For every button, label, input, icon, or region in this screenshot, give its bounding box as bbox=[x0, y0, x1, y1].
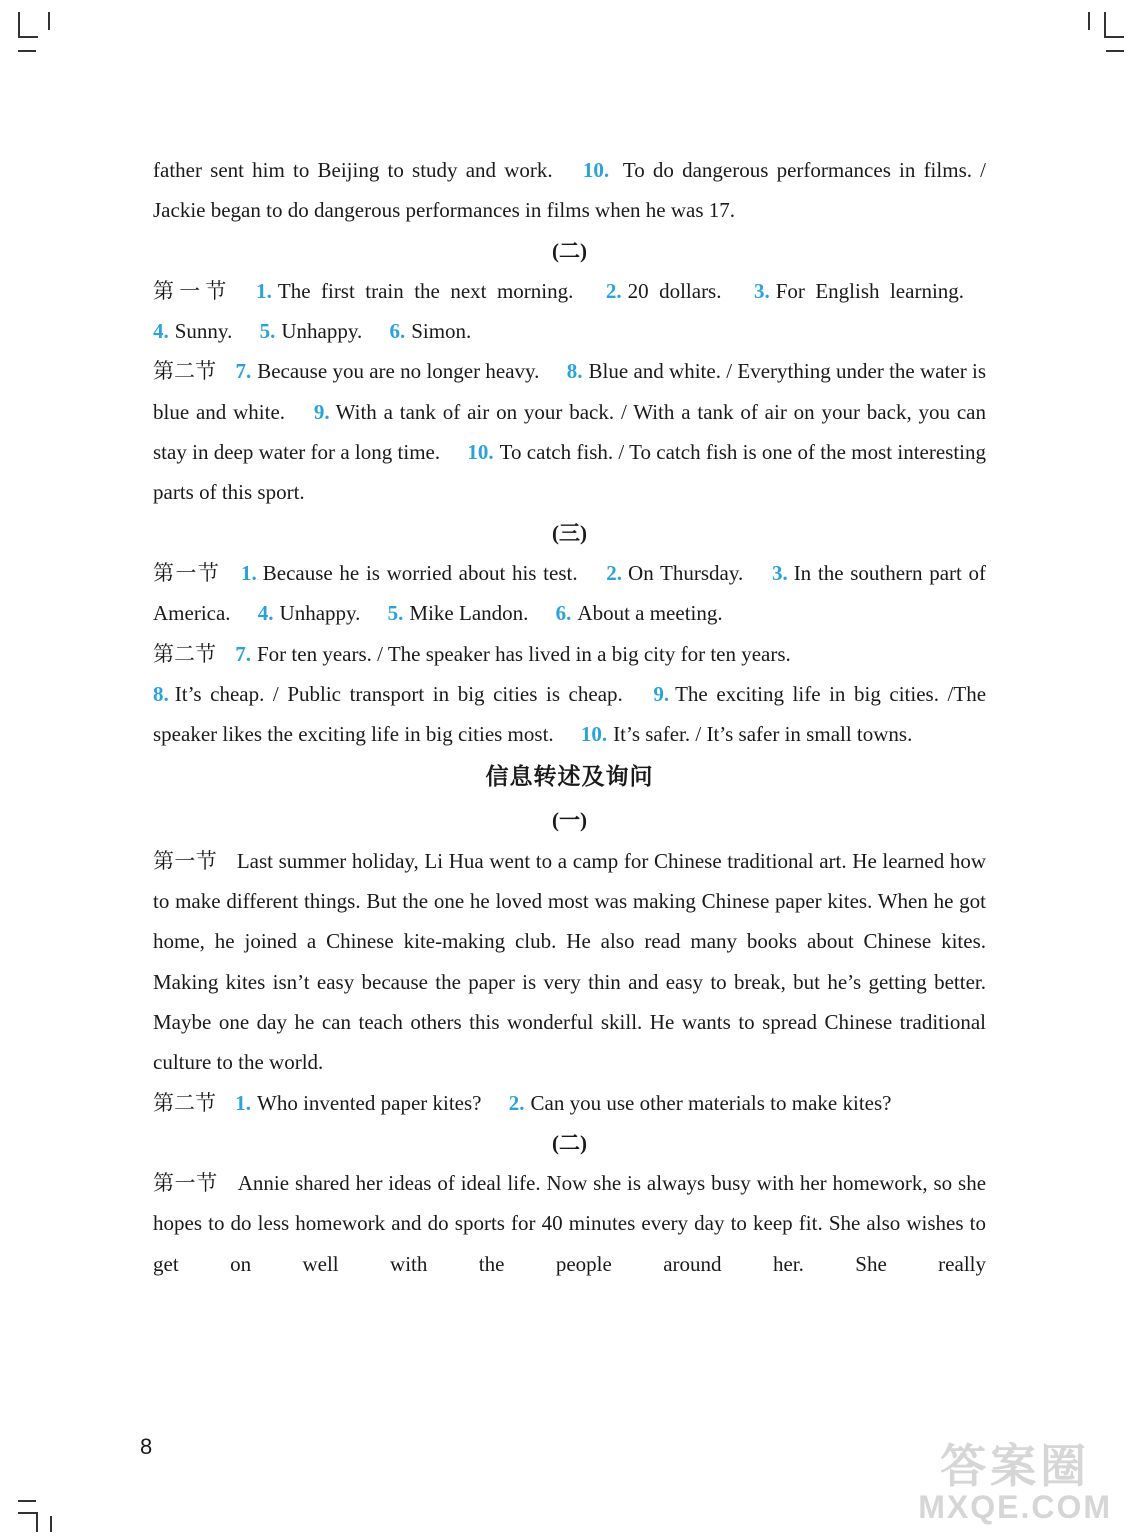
answer-number: 10. bbox=[580, 722, 608, 747]
answer-number: 4. bbox=[153, 319, 169, 344]
answer-number: 2. bbox=[606, 560, 623, 585]
part-label: 第二节 bbox=[153, 359, 217, 384]
answer-text: father sent him to Beijing to study and work. bbox=[153, 158, 553, 182]
part-label: 第一节 bbox=[153, 848, 218, 873]
answer-number: 6. bbox=[555, 601, 572, 626]
answer-number: 2. bbox=[508, 1090, 525, 1115]
answer-text: Simon. bbox=[411, 319, 472, 344]
paragraph bbox=[153, 271, 986, 352]
watermark-logo-text: 答案圈 bbox=[940, 1440, 1091, 1492]
answer-text: To catch fish. / To catch fish is one of the most interesting parts of this sport. bbox=[153, 440, 987, 505]
section-title: (三) bbox=[552, 520, 587, 545]
heading: 信息转述及询问 bbox=[485, 764, 654, 790]
paragraph bbox=[153, 1083, 986, 1123]
paragraph bbox=[153, 553, 986, 634]
answer-text: Last summer holiday, Li Hua went to a camp for Chinese traditional art. He learned how to make different things. But the one he loved most was making Chinese paper kites. When he got home, he joined a Chinese kite-making club. He also read many books about Chinese kites. Making kites isn’t easy because the paper is very thin and easy to break, but he’s getting better. Maybe one day he can teach others this wonderful skill. He wants to spread Chinese traditional culture to the world. bbox=[153, 848, 986, 1075]
answer-text: Blue and white. / Everything under the water is blue and white. bbox=[153, 359, 986, 424]
answer-number: 8. bbox=[153, 681, 169, 706]
answer-text: The first train the next morning. bbox=[277, 278, 574, 303]
crop-mark bbox=[36, 1512, 38, 1532]
paragraph bbox=[153, 841, 986, 1083]
answer-number: 1. bbox=[256, 278, 272, 303]
answer-number: 10. bbox=[467, 440, 494, 465]
answer-text: Unhappy. bbox=[279, 601, 361, 626]
answer-number: 1. bbox=[235, 1090, 251, 1115]
answer-text: Can you use other materials to make kites? bbox=[530, 1090, 892, 1115]
answer-number: 7. bbox=[235, 359, 252, 384]
answer-number: 4. bbox=[257, 601, 274, 626]
answer-text: For English learning. bbox=[775, 278, 965, 303]
answer-text: Sunny. bbox=[174, 319, 233, 344]
paragraph bbox=[153, 674, 986, 755]
answer-number: 8. bbox=[566, 359, 583, 384]
answer-text: Mike Landon. bbox=[409, 601, 529, 626]
page-number: 8 bbox=[140, 1434, 153, 1459]
answer-text: Because he is worried about his test. bbox=[262, 560, 578, 585]
answer-number: 9. bbox=[313, 399, 330, 424]
answer-number: 5. bbox=[259, 319, 276, 344]
crop-mark bbox=[18, 1500, 36, 1502]
answer-number: 2. bbox=[605, 278, 622, 303]
answer-text: To do dangerous performances in films. / Jackie began to do dangerous performances in films when he was 17. bbox=[153, 158, 987, 223]
part-label: 第二节 bbox=[153, 641, 216, 666]
part-label: 第二节 bbox=[153, 1090, 216, 1115]
answer-text: About a meeting. bbox=[577, 601, 723, 626]
crop-mark bbox=[18, 12, 20, 38]
answer-number: 9. bbox=[653, 681, 670, 706]
answer-number: 1. bbox=[241, 560, 257, 585]
section-title: (二) bbox=[552, 1130, 587, 1155]
answer-text: 20 dollars. bbox=[627, 278, 722, 303]
part-label: 第一节 bbox=[153, 278, 232, 303]
answer-number: 6. bbox=[389, 319, 406, 344]
crop-mark bbox=[1106, 50, 1124, 52]
answer-text: The exciting life in big cities. /The speaker likes the exciting life in big cities most. bbox=[153, 681, 987, 747]
crop-mark bbox=[18, 36, 38, 38]
answer-number: 3. bbox=[753, 278, 770, 303]
watermark bbox=[918, 1442, 1112, 1524]
answer-text: On Thursday. bbox=[628, 560, 744, 585]
crop-mark bbox=[50, 1516, 52, 1532]
crop-mark bbox=[18, 1512, 38, 1514]
paragraph bbox=[153, 150, 986, 231]
section-title: (二) bbox=[552, 238, 587, 263]
crop-mark bbox=[1088, 12, 1090, 30]
answer-number: 10. bbox=[582, 158, 610, 182]
answer-text: It’s safer. / It’s safer in small towns. bbox=[613, 722, 913, 747]
answer-text: Who invented paper kites? bbox=[257, 1090, 482, 1115]
answer-text: It’s cheap. / Public transport in big cities is cheap. bbox=[174, 681, 623, 706]
crop-mark bbox=[1104, 36, 1124, 38]
crop-mark bbox=[48, 12, 50, 30]
answer-text: Annie shared her ideas of ideal life. Now she is always busy with her homework, so she hopes to do less homework and do sports for 40 minutes every day to keep fit. She also wishes to get on well with the people around her. She really bbox=[153, 1171, 987, 1276]
part-label: 第一节 bbox=[153, 1171, 218, 1196]
answer-text: For ten years. / The speaker has lived in a big city for ten years. bbox=[257, 641, 791, 666]
section-title: (一) bbox=[552, 808, 587, 833]
part-label: 第一节 bbox=[153, 560, 221, 585]
answer-number: 7. bbox=[235, 641, 251, 666]
answer-text: In the southern part of America. bbox=[153, 560, 987, 626]
paragraph bbox=[153, 351, 986, 512]
document-body bbox=[153, 150, 986, 1284]
paragraph bbox=[153, 634, 986, 674]
watermark-url: MXQE.COM bbox=[918, 1489, 1112, 1525]
crop-mark bbox=[1104, 12, 1106, 38]
paragraph bbox=[153, 1163, 986, 1284]
answer-text: Unhappy. bbox=[281, 319, 363, 344]
answer-number: 3. bbox=[771, 560, 788, 585]
answer-text: Because you are no longer heavy. bbox=[257, 359, 540, 384]
answer-text: With a tank of air on your back. / With a tank of air on your back, you can stay in deep water for a long time. bbox=[153, 399, 986, 465]
answer-number: 5. bbox=[387, 601, 404, 626]
crop-mark bbox=[18, 50, 36, 52]
